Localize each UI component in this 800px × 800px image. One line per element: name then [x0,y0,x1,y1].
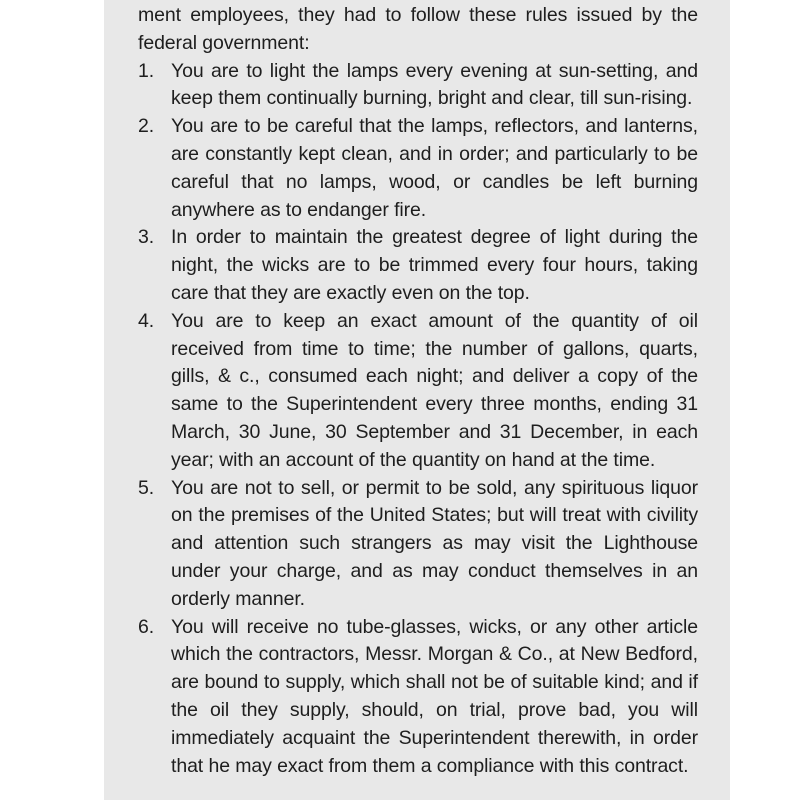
document-body [138,2,698,780]
rule-item-5 [138,475,698,614]
rule-text: You are to keep an exact amount of the quantity of oil received from time to time; the number of gallons, quarts, gills, & c., consumed each night; and deliver a copy of the same to the Superintendent every three months, ending 31 March, 30 June, 30 September and 31 December, in each year; with an account of the quantity on hand at the time. [171,309,698,471]
rule-number: 3. [138,226,155,249]
intro-paragraph: ment employees, they had to follow these rules issued by the federal government: [138,4,698,54]
page-panel [104,0,730,800]
rule-text: You are to light the lamps every evening at sun-setting, and keep them continually burning, bright and clear, till sun-rising. [171,59,698,110]
rule-number: 6. [138,615,155,638]
rule-number: 1. [138,59,155,82]
rule-text: You are to be careful that the lamps, reflectors, and lanterns, are constantly kept clean, and in order; and particularly to be careful that no lamps, wood, or candles be left burning anywhere as to endanger fire. [171,115,698,221]
rule-number: 2. [138,115,155,138]
rules-list [138,58,698,781]
rule-text: You are not to sell, or permit to be sold, any spirituous liquor on the premises of the United States; but will treat with civility and attention such strangers as may visit the Lighthouse under your charge, and as may conduct themselves in an orderly manner. [171,476,698,610]
rule-number: 4. [138,309,155,332]
rule-item-2 [138,113,698,224]
rule-item-6 [138,614,698,781]
rule-text: In order to maintain the greatest degree of light during the night, the wicks are to be trimmed every four hours, taking care that they are exactly even on the top. [171,226,698,304]
rule-item-4 [138,308,698,475]
rule-number: 5. [138,476,155,499]
rule-item-1 [138,58,698,114]
rule-item-3 [138,224,698,307]
rule-text: You will receive no tube-glasses, wicks, or any other article which the contractors, Messr. Morgan & Co., at New Bedford, are bound to supply, which shall not be of suitable kind; and if the oil they supply, should, on trial, prove bad, you will immediately acquaint the Superintendent therewith, in order that he may exact from them a compliance with this contract. [171,615,698,777]
